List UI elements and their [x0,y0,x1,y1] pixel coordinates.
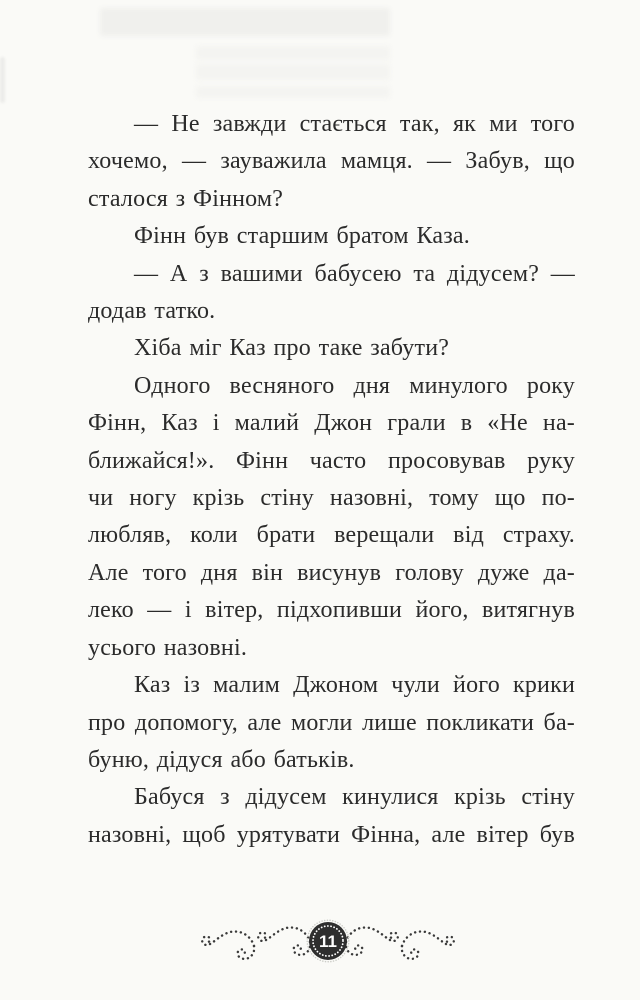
text-line: про допомогу, але могли лише покликати ба- [88,709,575,736]
print-bleed-artifact [0,57,5,103]
text-line: усього назовні. [88,634,248,661]
text-line: чи ногу крізь стіну назовні, тому що по- [88,485,575,512]
footer-flourish-left [202,927,310,958]
page-footer [198,917,458,973]
print-bleed-artifact [196,46,390,60]
page-number: 11 [319,932,337,951]
print-bleed-artifact [196,64,390,80]
text-line: хочемо, — зауважила мамця. — Забув, що [88,148,575,175]
text-line: — А з вашими бабусею та дідусем? — [134,260,575,287]
text-line: леко — і вітер, підхопивши його, витягнув [88,597,575,624]
text-line: Але того дня він висунув голову дуже да- [88,559,575,586]
text-line: додав татко. [88,298,216,325]
footer-flourish-ornament [198,917,458,973]
text-line: Хіба міг Каз про таке забути? [134,335,450,362]
footer-flourish-right [346,927,454,958]
page-text [88,106,575,854]
text-line: назовні, щоб урятувати Фінна, але вітер був [88,821,575,848]
text-line: Бабуся з дідусем кинулися крізь стіну [134,784,575,811]
text-line: любляв, коли брати верещали від страху. [88,522,575,549]
text-line: сталося з Фінном? [88,185,284,212]
print-bleed-artifact [100,8,390,36]
text-line: — Не завжди стається так, як ми того [134,111,575,137]
text-line: Одного весняного дня минулого року [134,372,575,399]
print-bleed-artifact [196,86,390,98]
text-line: ближайся!». Фінн часто просовував руку [88,447,575,474]
text-line: Фінн був старшим братом Каза. [134,223,470,250]
text-line: Фінн, Каз і малий Джон грали в «Не на- [88,410,575,437]
page-number-badge [307,920,349,962]
text-line: буню, дідуся або батьків. [88,746,355,773]
text-line: Каз із малим Джоном чули його крики [134,672,575,699]
